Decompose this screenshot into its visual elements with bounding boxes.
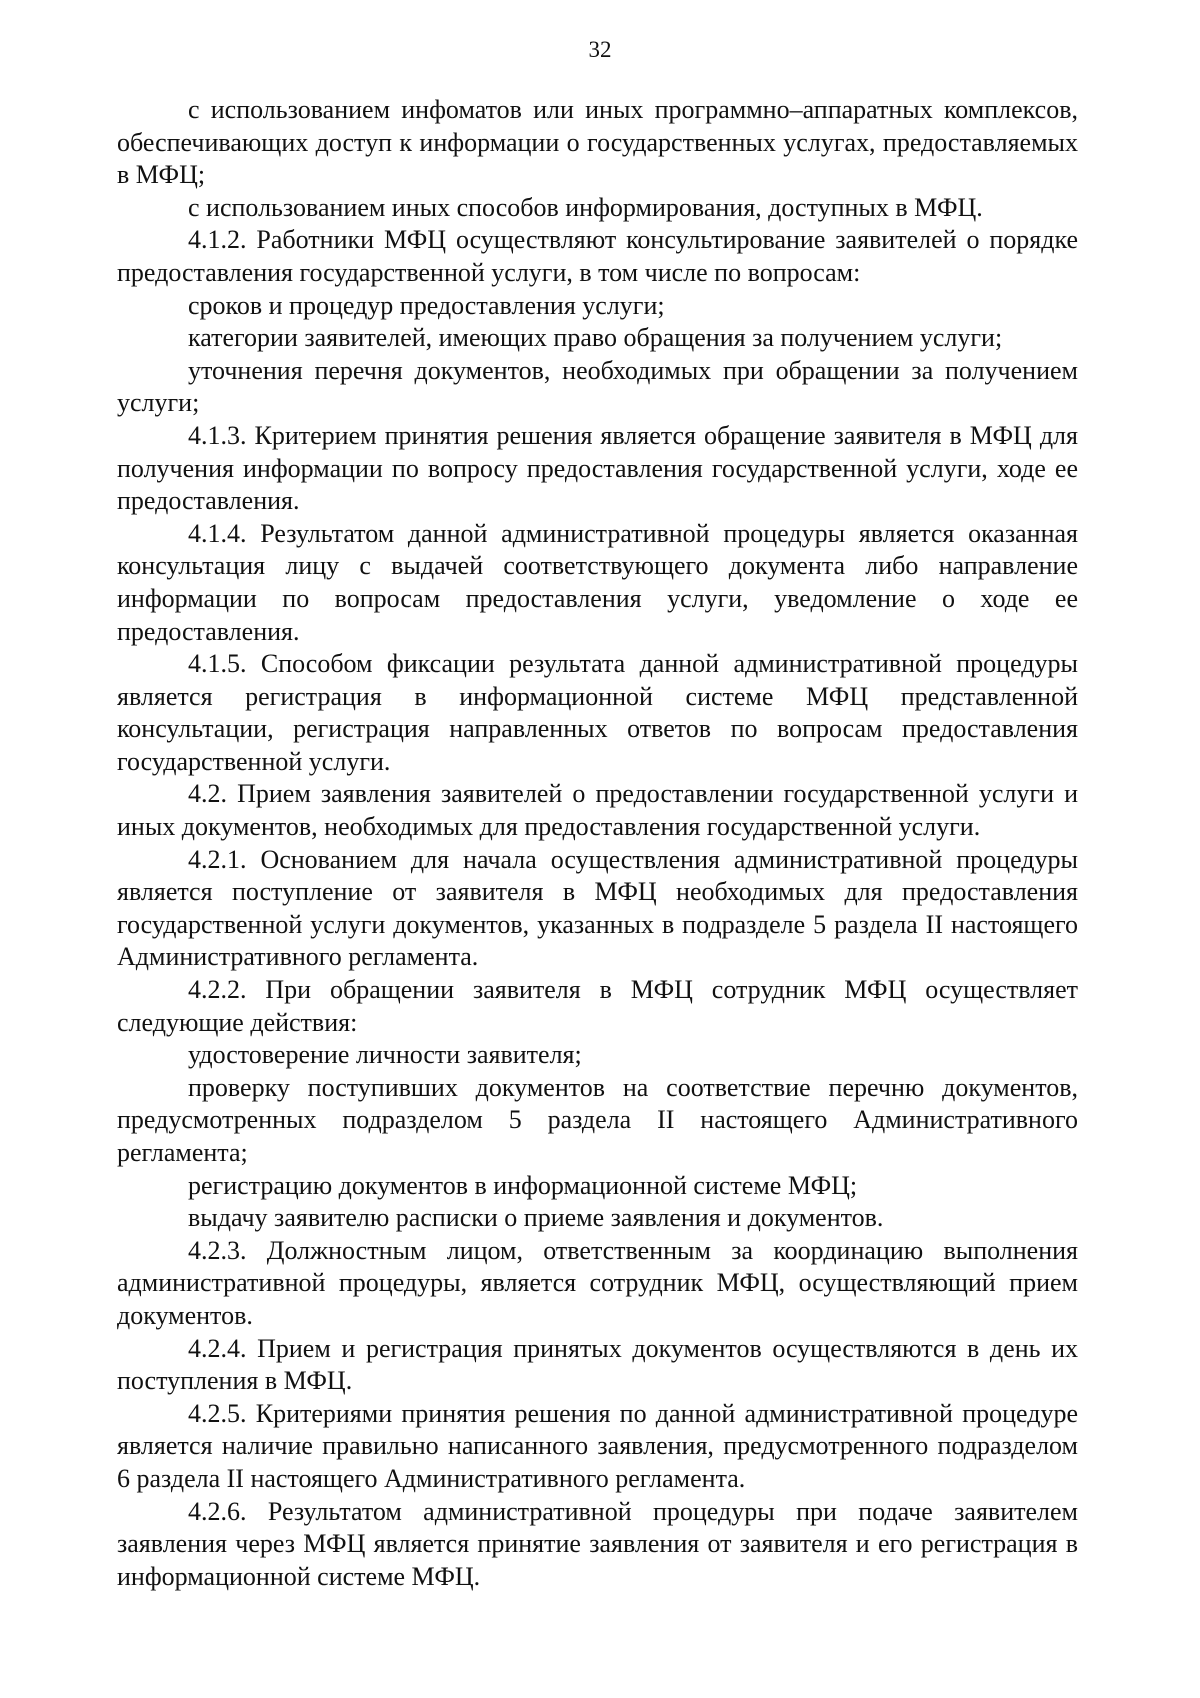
- paragraph-infomats: с использованием инфоматов или иных программно–аппаратных комплексов, обеспечивающих доступ к информации о государственных услугах, предоставляемых в МФЦ;: [117, 95, 1078, 190]
- paragraph-4-1-3: 4.1.3. Критерием принятия решения является обращение заявителя в МФЦ для получения информации по вопросу предоставления государственной услуги, ходе ее предоставления.: [117, 420, 1078, 516]
- paragraph-4-2-6: 4.2.6. Результатом административной процедуры при подаче заявителем заявления через МФЦ является принятие заявления от заявителя и его регистрация в информационной системе МФЦ.: [117, 1496, 1078, 1591]
- paragraph-4-2: 4.2. Прием заявления заявителей о предоставлении государственной услуги и иных документов, необходимых для предоставления государственной услуги.: [117, 779, 1078, 842]
- paragraph-4-2-3: 4.2.3. Должностным лицом, ответственным за координацию выполнения административной процедуры, является сотрудник МФЦ, осуществляющий прием документов.: [117, 1235, 1078, 1330]
- paragraph-applicant-categories: категории заявителей, имеющих право обращения за получением услуги;: [188, 323, 1003, 353]
- paragraph-4-1-2: 4.1.2. Работники МФЦ осуществляют консультирование заявителей о порядке предоставления государственной услуги, в том числе по вопросам:: [117, 225, 1078, 287]
- paragraph-4-2-1: 4.2.1. Основанием для начала осуществления административной процедуры является поступление от заявителя в МФЦ необходимых для предоставления государственной услуги документов, указанных в подразделе 5 раздела II настоящего Административного регламента.: [117, 844, 1078, 972]
- paragraph-other-methods: с использованием иных способов информирования, доступных в МФЦ.: [188, 192, 983, 222]
- paragraph-terms-procedures: сроков и процедур предоставления услуги;: [188, 290, 665, 320]
- paragraph-identity-check: удостоверение личности заявителя;: [188, 1040, 582, 1070]
- paragraph-document-check: проверку поступивших документов на соответствие перечню документов, предусмотренных подразделом 5 раздела II настоящего Административного регламента;: [117, 1072, 1078, 1167]
- paragraph-registration: регистрацию документов в информационной системе МФЦ;: [188, 1170, 858, 1200]
- document-body: [117, 94, 1078, 1593]
- paragraph-document-list: уточнения перечня документов, необходимых при обращении за получением услуги;: [117, 355, 1078, 418]
- page-number: 32: [588, 37, 612, 62]
- paragraph-receipt: выдачу заявителю расписки о приеме заявления и документов.: [188, 1203, 884, 1233]
- paragraph-4-1-4: 4.1.4. Результатом данной административной процедуры является оказанная консультация лицу с выдачей соответствующего документа либо направление информации по вопросам предоставления услуги, уведомление о ходе ее предоставления.: [117, 518, 1078, 646]
- paragraph-4-2-4: 4.2.4. Прием и регистрация принятых документов осуществляются в день их поступления в МФЦ.: [117, 1333, 1078, 1396]
- paragraph-4-2-2: 4.2.2. При обращении заявителя в МФЦ сотрудник МФЦ осуществляет следующие действия:: [117, 975, 1078, 1037]
- paragraph-4-2-5: 4.2.5. Критериями принятия решения по данной административной процедуре является наличие правильно написанного заявления, предусмотренного подразделом 6 раздела II настоящего Административного регламента.: [117, 1398, 1078, 1493]
- paragraph-4-1-5: 4.1.5. Способом фиксации результата данной административной процедуры является регистрация в информационной системе МФЦ представленной консультации, регистрация направленных ответов по вопросам предоставления государственной услуги.: [117, 649, 1078, 776]
